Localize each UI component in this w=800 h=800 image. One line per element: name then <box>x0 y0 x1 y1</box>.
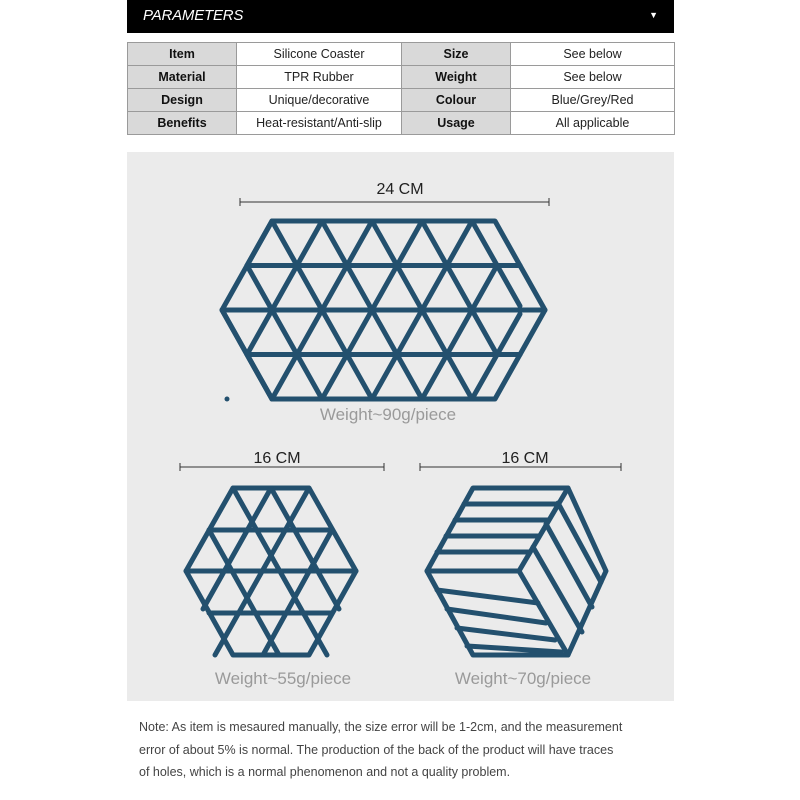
small-stripe-weight-label: Weight~70g/piece <box>454 669 592 688</box>
param-value: TPR Rubber <box>237 66 402 89</box>
large-size-label: 24 CM <box>376 181 424 198</box>
note-line: of holes, which is a normal phenomenon and not a quality problem. <box>139 765 511 779</box>
parameters-title: PARAMETERS <box>143 7 244 24</box>
param-key: Weight <box>402 66 511 89</box>
large-weight-label: Weight~90g/piece <box>319 405 457 424</box>
note-line: error of about 5% is normal. The production of the back of the product will have traces <box>139 742 614 757</box>
small-stripe-coaster <box>427 488 606 655</box>
product-photo <box>127 152 674 701</box>
param-key: Material <box>128 66 237 89</box>
small-triangle-weight-label: Weight~55g/piece <box>214 669 352 688</box>
table-row <box>128 43 675 66</box>
table-row <box>128 66 675 89</box>
param-value: Silicone Coaster <box>237 43 402 66</box>
parameters-table <box>127 42 675 135</box>
parameters-header[interactable] <box>127 0 674 33</box>
small-triangle-coaster <box>186 488 356 655</box>
param-key: Item <box>128 43 237 66</box>
large-triangle-coaster <box>222 221 545 399</box>
param-key: Colour <box>402 89 511 112</box>
small-stripe-size-label: 16 CM <box>501 450 549 467</box>
param-value: Heat-resistant/Anti-slip <box>237 112 402 135</box>
table-row <box>128 89 675 112</box>
param-value: See below <box>511 66 675 89</box>
note-line: Note: As item is mesaured manually, the size error will be 1-2cm, and the measurement <box>139 720 623 734</box>
param-key: Design <box>128 89 237 112</box>
param-value: All applicable <box>511 112 675 135</box>
measurement-note <box>139 716 679 784</box>
param-key: Benefits <box>128 112 237 135</box>
caret-down-icon[interactable]: ▼ <box>649 10 658 20</box>
param-key: Usage <box>402 112 511 135</box>
table-row <box>128 112 675 135</box>
dimension-lines <box>180 198 621 471</box>
small-triangle-size-label: 16 CM <box>253 450 301 467</box>
param-value: Unique/decorative <box>237 89 402 112</box>
param-key: Size <box>402 43 511 66</box>
param-value: Blue/Grey/Red <box>511 89 675 112</box>
param-value: See below <box>511 43 675 66</box>
